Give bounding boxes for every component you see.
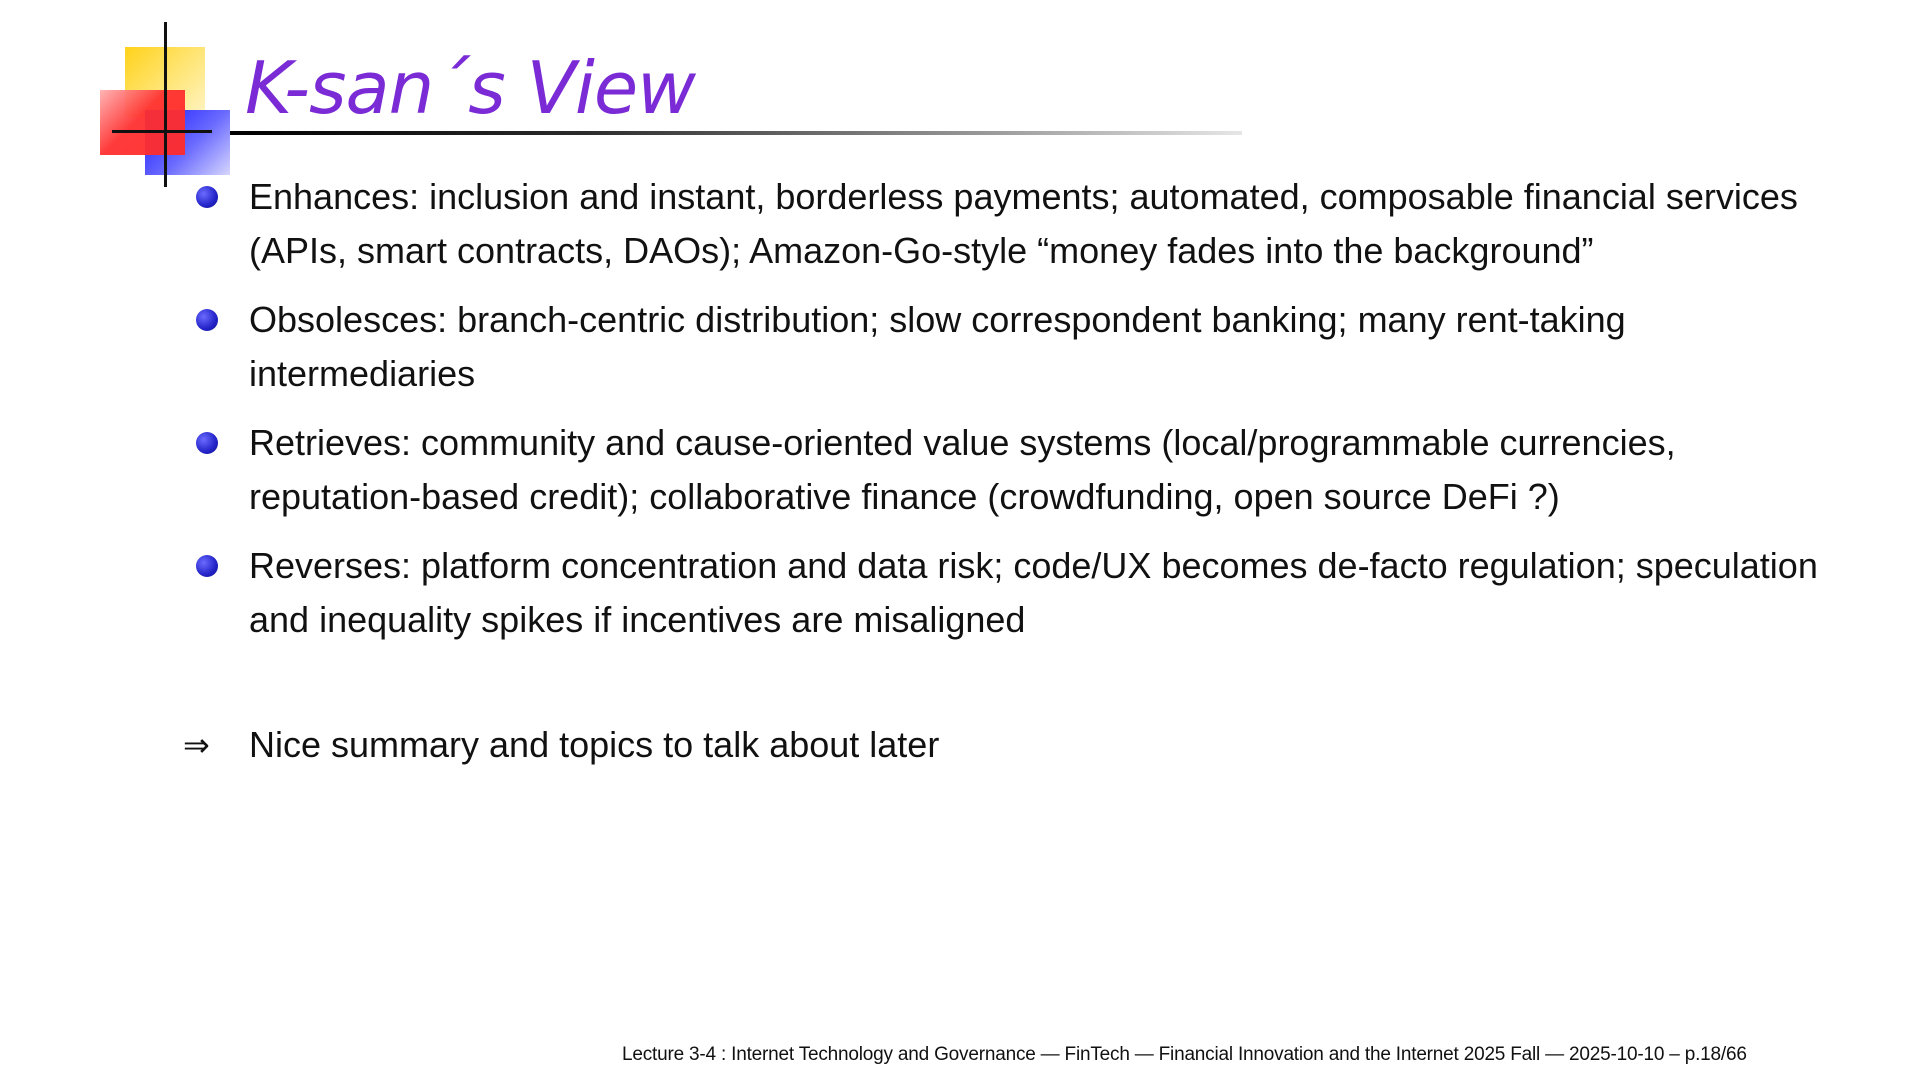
bullet-text: Obsolesces: branch-centric distribution; slow correspondent banking; many rent-taking intermediaries: [249, 299, 1626, 394]
bullet-item-reverses: [0, 539, 1839, 647]
bullet-dot-icon: [196, 432, 218, 454]
conclusion-text: Nice summary and topics to talk about later: [249, 724, 940, 765]
title-underline: [230, 131, 1242, 135]
bullet-dot-icon: [196, 555, 218, 577]
slide-title: K-san´s View: [245, 46, 696, 130]
bullet-text: Enhances: inclusion and instant, borderless payments; automated, composable financial services (APIs, smart contracts, DAOs); Amazon-Go-style “money fades into the background”: [249, 176, 1798, 271]
bullet-item-obsolesces: [0, 293, 1839, 401]
logo-horizontal-line: [112, 130, 212, 133]
slide-logo: [100, 22, 235, 187]
logo-vertical-line: [164, 22, 167, 187]
bullet-text: Reverses: platform concentration and data risk; code/UX becomes de-facto regulation; speculation and inequality spikes if incentives are misaligned: [249, 545, 1818, 640]
bullet-text: Retrieves: community and cause-oriented value systems (local/programmable currencies, reputation-based credit); collaborative finance (crowdfunding, open source DeFi ?): [249, 422, 1676, 517]
bullet-item-retrieves: [0, 416, 1839, 524]
bullet-dot-icon: [196, 186, 218, 208]
logo-red-square: [100, 90, 185, 155]
implies-arrow-icon: ⇒: [183, 726, 210, 764]
slide-footer: Lecture 3-4 : Internet Technology and Governance — FinTech — Financial Innovation and the Internet 2025 Fall — 2025-10-10 – p.18/66: [622, 1044, 1747, 1065]
bullet-dot-icon: [196, 309, 218, 331]
bullet-item-enhances: [0, 170, 1839, 278]
bullet-list: [0, 170, 1920, 662]
